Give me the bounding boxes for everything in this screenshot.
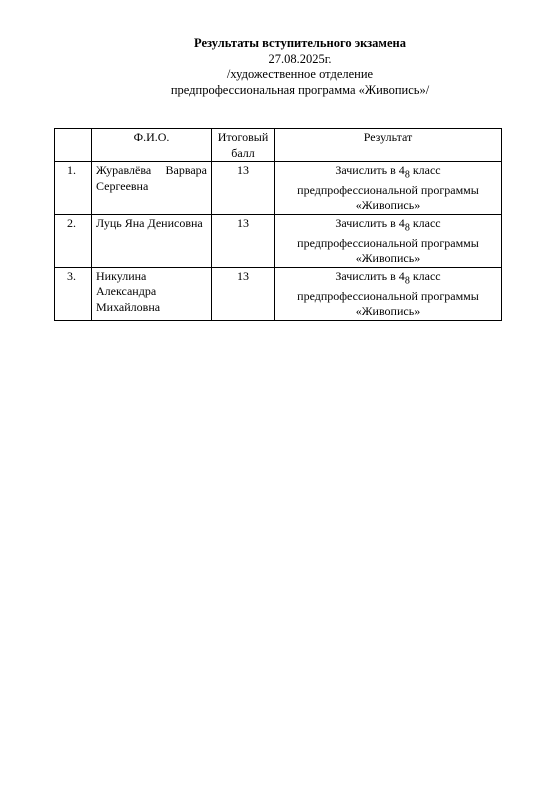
admission-result xyxy=(275,162,502,215)
results-table xyxy=(54,128,502,321)
row-number: 1. xyxy=(55,162,92,215)
row-number: 2. xyxy=(55,214,92,267)
table-row xyxy=(55,162,502,215)
student-name: Луць Яна Денисовна xyxy=(92,214,212,267)
table-row xyxy=(55,214,502,267)
column-header-name: Ф.И.О. xyxy=(92,129,212,162)
result-subscript: 8 xyxy=(404,222,410,234)
table-row xyxy=(55,267,502,320)
column-header-score: Итоговый балл xyxy=(212,129,275,162)
result-text-start: Зачислить в 4 xyxy=(335,268,405,283)
program-line: предпрофессиональная программа «Живопись»/ xyxy=(170,82,430,97)
result-text-start: Зачислить в 4 xyxy=(335,163,405,177)
exam-date: 27.08.2025г. xyxy=(268,51,332,66)
result-subscript: 8 xyxy=(404,169,410,181)
department-line: /художественное отделение xyxy=(226,67,374,81)
final-score: 13 xyxy=(212,214,275,267)
admission-result xyxy=(275,214,502,267)
final-score: 13 xyxy=(212,162,275,215)
result-text-end: класс предпрофессиональной программы «Живопись» xyxy=(297,163,479,213)
result-text-start: Зачислить в 4 xyxy=(335,215,405,230)
student-name: Никулина Александра Михайловна xyxy=(92,267,212,320)
document-title: Результаты вступительного экзамена xyxy=(194,36,406,50)
column-header-result: Результат xyxy=(275,129,502,162)
result-text-end: класс предпрофессиональной программы «Живопись» xyxy=(297,268,479,319)
result-text-end: класс предпрофессиональной программы «Живопись» xyxy=(297,215,479,266)
admission-result xyxy=(275,267,502,320)
table-header-row xyxy=(55,129,502,162)
result-subscript: 8 xyxy=(404,275,410,287)
student-name: Журавлёва Варвара Сергеевна xyxy=(92,162,212,215)
final-score: 13 xyxy=(212,267,275,320)
row-number: 3. xyxy=(55,267,92,320)
column-header-number xyxy=(55,129,92,162)
document-header xyxy=(0,36,560,98)
